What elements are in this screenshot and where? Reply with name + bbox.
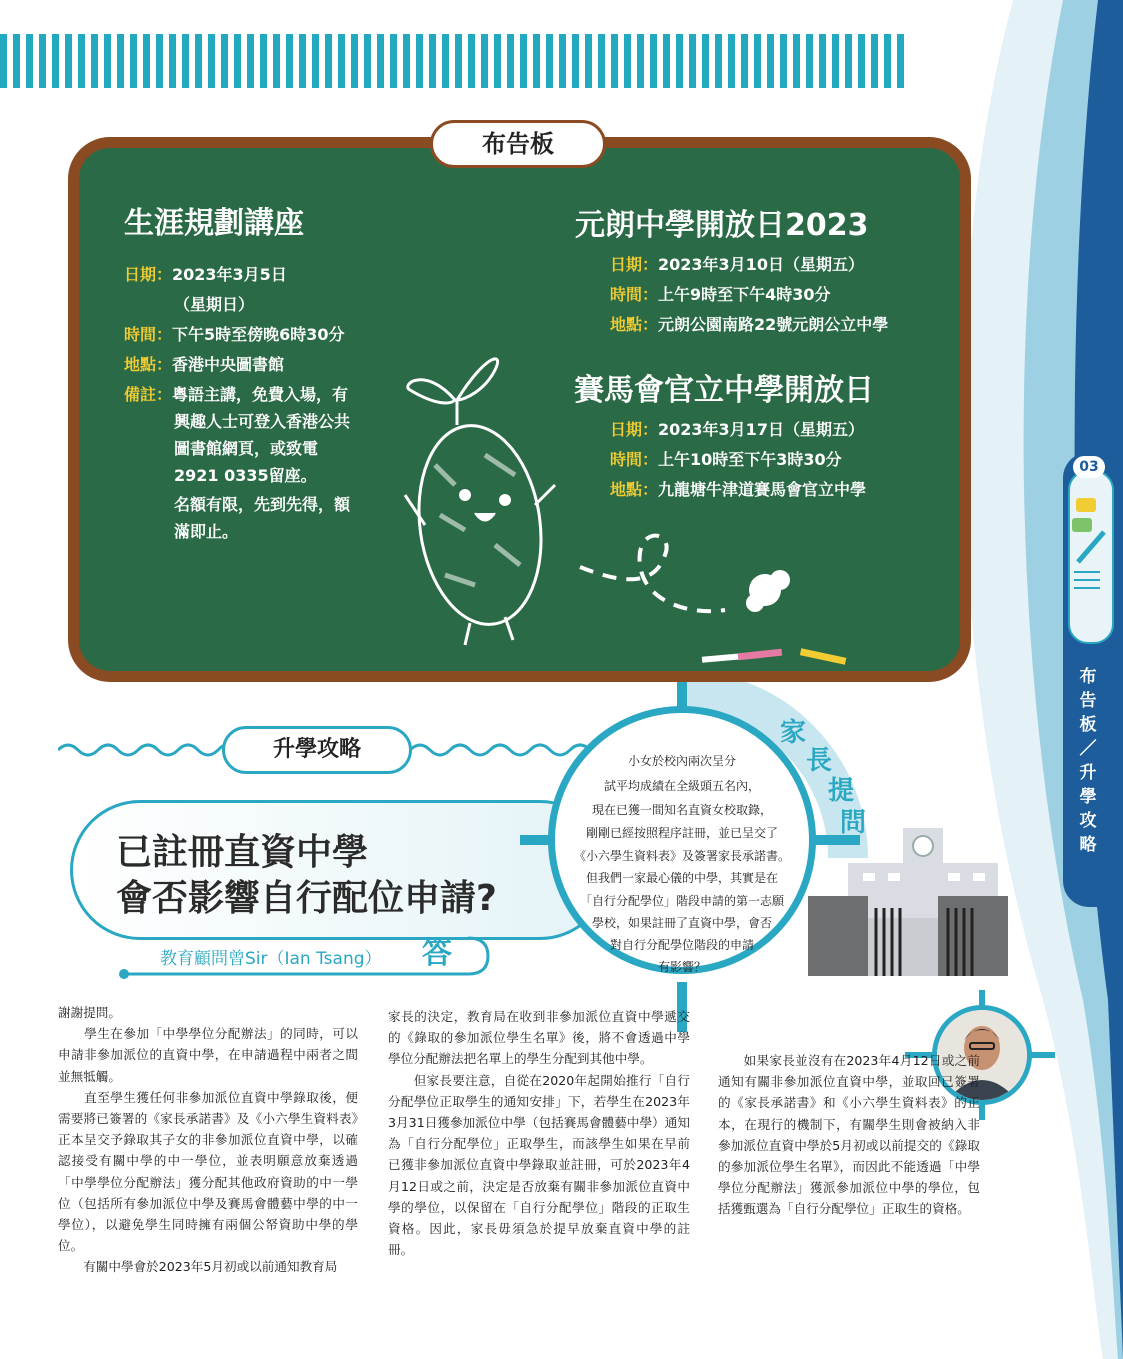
- event1-value: 粵語主講，免費入場，有: [172, 385, 349, 404]
- chat-pen-icon: [1070, 492, 1112, 612]
- question-tag-char: 家: [780, 718, 807, 748]
- section-header: 升學攻略: [222, 726, 412, 774]
- school-building-illustration: [808, 828, 1008, 978]
- paragraph: 學生在參加「中學學位分配辦法」的同時，可以申請非參加派位的直資中學，在申請過程中兩者之間並無牴觸。: [58, 1026, 358, 1084]
- question-tag-char: 長: [806, 746, 833, 776]
- event1-value: 香港中央圖書館: [172, 355, 285, 374]
- event3-title: 賽馬會官立中學開放日: [574, 373, 874, 408]
- question-line: 「自行分配學位」階段申請的第一志願: [579, 894, 784, 908]
- event1-title: 生涯規劃講座: [124, 206, 304, 241]
- event2-key: 地點：: [610, 315, 659, 334]
- body-column-3: [718, 1050, 980, 1220]
- wave-divider: [58, 740, 228, 760]
- paragraph: 家長的決定，教育局在收到非參加派位直資中學遞交的《錄取的參加派位學生名單》後，將不會透過中學學位分配辦法把名單上的學生分配到其他中學。: [388, 1009, 690, 1067]
- event2-title: 元朗中學開放日2023: [575, 208, 869, 243]
- event3-key: 時間：: [610, 450, 659, 469]
- event1-key: 地點：: [124, 355, 173, 374]
- event3-key: 日期：: [610, 420, 659, 439]
- paragraph: 有關中學會於2023年5月初或以前通知教育局: [58, 1259, 338, 1275]
- question-line: 學校，如果註冊了直資中學，會否: [591, 916, 772, 930]
- event2-value: 2023年3月10日（星期五）: [658, 255, 864, 274]
- page-number: 03: [1073, 456, 1105, 478]
- question-line: 試平均成績在全級頭五名內，: [603, 779, 760, 793]
- event3-value: 上午10時至下午3時30分: [658, 450, 842, 469]
- paragraph: 謝謝提問。: [58, 1005, 121, 1020]
- body-column-1: [58, 1002, 358, 1278]
- headline-line1: 已註冊直資中學: [116, 832, 369, 873]
- event2-key: 日期：: [610, 255, 659, 274]
- paragraph: 但家長要注意，自從在2020年起開始推行「自行分配學位正取學生的通知安排」下，若學生在2023年3月31日獲參加派位中學（包括賽馬會體藝中學）通知為「自行分配學位」正取學生，而該學生如果在早前已獲非參加派位直資中學錄取並註冊，可於2023年4月12日或之前，決定是否放棄有關非參加派位直資中學的學位，以保留在「自行分配學位」階段的正取生資格。因此，家長毋須急於提早放棄直資中學的註冊。: [388, 1072, 690, 1258]
- event3-value: 2023年3月17日（星期五）: [658, 420, 864, 439]
- event1-value: 興趣人士可登入香港公共: [174, 412, 351, 431]
- event3-key: 地點：: [610, 480, 659, 499]
- question-line: 《小六學生資料表》及簽署家長承諾書。: [573, 849, 790, 863]
- answer-mark: 答: [422, 936, 452, 971]
- question-line: 有影響？: [657, 960, 706, 974]
- seedling-mascot-illustration: [395, 345, 855, 665]
- event2-value: 上午9時至下午4時30分: [658, 285, 831, 304]
- board-tab-label: 布告板: [430, 120, 606, 168]
- event1-key: 備註：: [124, 385, 173, 404]
- question-line: 現在已獲一間知名直資女校取錄，: [591, 803, 772, 817]
- event1-value: （星期日）: [174, 295, 255, 314]
- event1-key: 日期：: [124, 265, 173, 284]
- question-line: 小女於校內兩次呈分: [627, 754, 736, 768]
- question-line: 對自行分配學位階段的申請: [609, 938, 754, 952]
- event1-value: 2921 0335留座。: [174, 466, 317, 485]
- side-label: 布告板／升學攻略: [1079, 667, 1097, 855]
- event3-value: 九龍塘牛津道賽馬會官立中學: [658, 480, 867, 499]
- side-tab-icon-panel: [1068, 470, 1114, 644]
- header-stripes: [0, 34, 905, 88]
- event1-value: 2023年3月5日: [172, 265, 287, 284]
- paragraph: 直至學生獲任何非參加派位直資中學錄取後，便需要將已簽署的《家長承諾書》及《小六學生資料表》正本呈交予錄取其子女的非參加派位直資中學，以確認接受有關中學的中一學位，並表明願意放棄透過「中學學位分配辦法」獲分配其他政府資助的中一學位（包括所有參加派位中學及賽馬會體藝中學的中一學位），以避免學生同時擁有兩個公帑資助中學的學位。: [58, 1089, 358, 1254]
- event1-value: 圖書館網頁，或致電: [174, 439, 319, 458]
- event1-details: [124, 262, 374, 546]
- event1-value: 下午5時至傍晚6時30分: [172, 325, 345, 344]
- paragraph: 如果家長並沒有在2023年4月12日或之前通知有關非參加派位直資中學，並取回已簽署的《家長承諾書》和《小六學生資料表》的正本，在現行的機制下，有關學生則會被納入非參加派位直資中學於5月初或以前提交的《錄取的參加派位學生名單》，而因此不能透過「中學學位分配辦法」獲派參加派位中學的學位，包括獲甄選為「自行分配學位」正取生的資格。: [718, 1053, 980, 1217]
- event1-value: 名額有限，先到先得，額: [174, 495, 351, 514]
- author-byline: 教育顧問曾Sir（Ian Tsang）: [160, 949, 382, 969]
- event1-key: 時間：: [124, 325, 173, 344]
- question-tag-char: 問: [840, 808, 867, 838]
- event2-value: 元朗公園南路22號元朗公立中學: [658, 315, 889, 334]
- headline-line2: 會否影響自行配位申請?: [116, 878, 497, 919]
- event2-details: [610, 252, 950, 342]
- body-column-2: [388, 1006, 690, 1260]
- event1-value: 滿即止。: [174, 522, 239, 541]
- question-line: 剛剛已經按照程序註冊，並已呈交了: [585, 826, 778, 840]
- question-line: 但我們一家最心儀的中學，其實是在: [585, 871, 778, 885]
- chalk-pieces: [700, 645, 850, 675]
- question-tag-char: 提: [828, 776, 855, 806]
- event2-key: 時間：: [610, 285, 659, 304]
